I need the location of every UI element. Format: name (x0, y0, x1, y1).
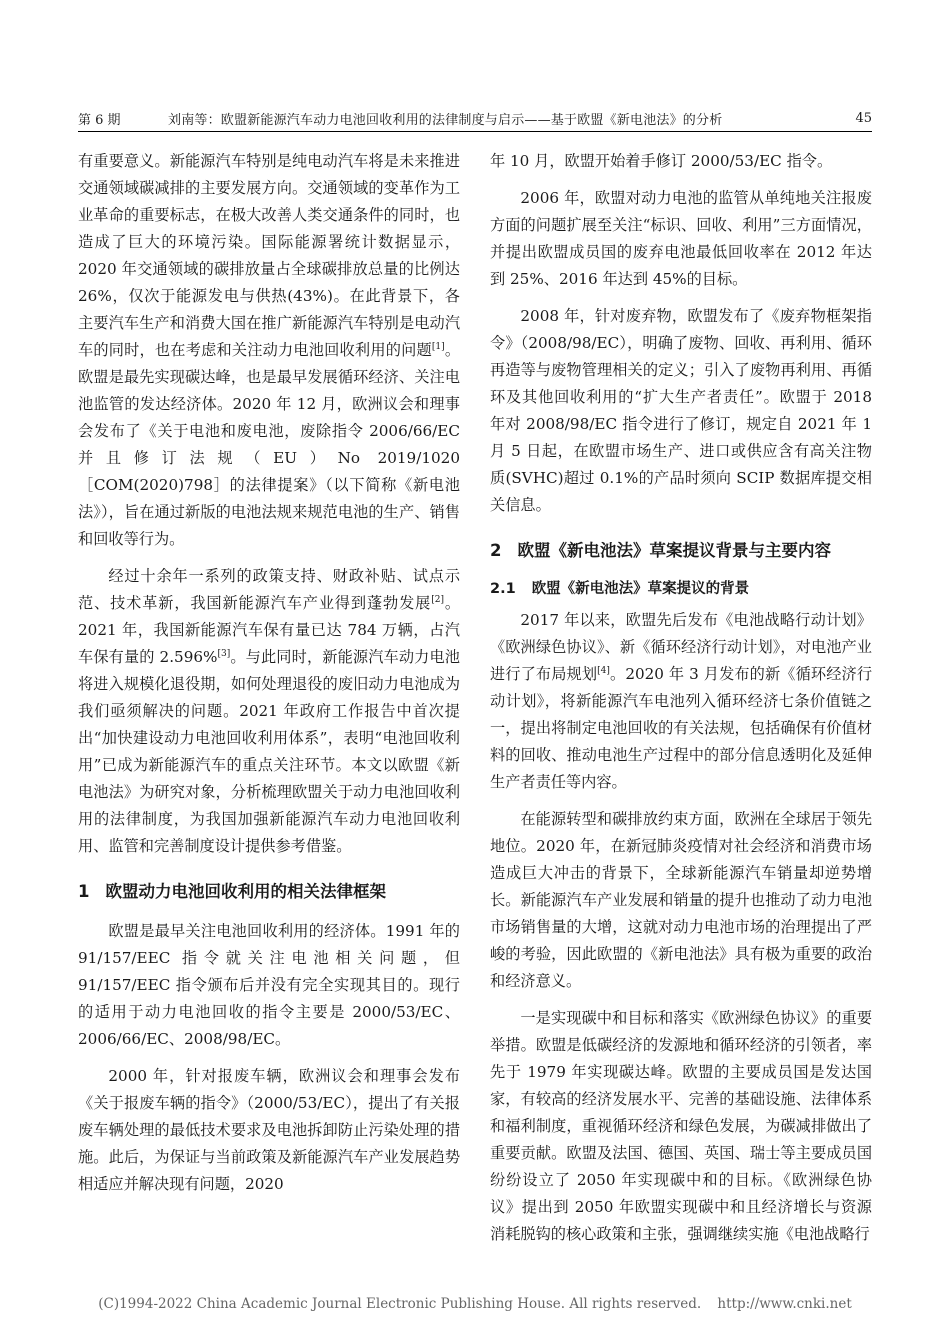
issue-number: 第 6 期 (78, 112, 121, 128)
citation-ref[interactable]: [1] (431, 341, 445, 352)
page-number: 45 (855, 110, 872, 126)
paragraph-text: 2017 年以来，欧盟先后发布《电池战略行动计划》《欧洲绿色协议》、新《循环经济行动计划》，对电池产业进行了布局规划 (490, 611, 872, 683)
running-header (78, 108, 872, 128)
paragraph: 欧盟是最早关注电池回收利用的经济体。1991 年的 91/157/EEC 指令就关注电池相关问题，但 91/157/EEC 指令颁布后并没有完全实现其目的。现行的适用于动力电池回收的指令主要是 2000/53/EC、2006/66/EC、2008/98/EC。 (78, 922, 460, 1048)
subsection-heading-2-1 (490, 577, 872, 601)
section-title: 欧盟《新电池法》草案提议背景与主要内容 (517, 541, 831, 560)
section-number: 2 (490, 541, 502, 560)
section-heading-2 (490, 539, 872, 563)
paragraph-text: 。2021 年，我国新能源汽车保有量已达 784 万辆，占汽车保有量的 2.596% (78, 594, 461, 666)
citation-ref[interactable]: [3] (217, 648, 231, 659)
paragraph: 一是实现碳中和目标和落实《欧洲绿色协议》的重要举措。欧盟是低碳经济的发源地和循环经济的引领者，率先于 1979 年实现碳达峰。欧盟的主要成员国是发达国家，有较高的经济发展水平、完善的基础设施、法律体系和福利制度，重视循环经济和绿色发展，为碳减排做出了重要贡献。欧盟及法国、德国、英国、瑞士等主要成员国纷纷设立了 2050 年实现碳中和的目标。《欧洲绿色协议》提出到 2050 年欧盟实现碳中和且经济增长与资源消耗脱钩的核心政策和主张，强调继续实施《电池战略行 (490, 1009, 872, 1243)
subsection-title: 欧盟《新电池法》草案提议的背景 (531, 581, 750, 597)
paragraph-text: 。与此同时，新能源汽车动力电池将进入规模化退役期，如何处理退役的废旧动力电池成为我们亟须解决的问题。2021 年政府工作报告中首次提出“加快建设动力电池回收利用体系”，表明“电池回收利用”已成为新能源汽车的重点关注环节。本文以欧盟《新电池法》为研究对象，分析梳理欧盟关于动力电池回收利用的法律制度，为我国加强新能源汽车动力电池回收利用、监管和完善制度设计提供参考借鉴。 (78, 648, 460, 855)
section-heading-1 (78, 880, 460, 904)
copyright-text: (C)1994-2022 China Academic Journal Electronic Publishing House. All rights reserved. (98, 1296, 702, 1312)
paragraph (78, 148, 460, 553)
paragraph-text: 有重要意义。新能源汽车特别是纯电动汽车将是未来推进交通领域碳减排的主要发展方向。交通领域的变革作为工业革命的重要标志，在极大改善人类交通条件的同时，也造成了巨大的环境污染。国际能源署统计数据显示，2020 年交通领域的碳排放量占全球碳排放总量的比例达 26%，仅次于能源发电与供热(43%)。在此背景下，各主要汽车生产和消费大国在推广新能源汽车特别是电动汽车的同时，也在考虑和关注动力电池回收利用的问题 (78, 152, 460, 359)
paragraph (490, 607, 872, 796)
paragraph: 2008 年，针对废弃物，欧盟发布了《废弃物框架指令》（2008/98/EC），明确了废物、回收、再利用、循环再造等与废物管理相关的定义；引入了废物再利用、再循环及其他回收利用的“扩大生产者责任”。欧盟于 2018 年对 2008/98/EC 指令进行了修订，规定自 2021 年 1 月 5 日起，在欧盟市场生产、进口或供应含有高关注物质(SVHC)超过 0.1%的产品时须向 SCIP 数据库提交相关信息。 (490, 307, 872, 514)
paragraph: 2006 年，欧盟对动力电池的监管从单纯地关注报废方面的问题扩展至关注“标识、回收、利用”三方面情况，并提出欧盟成员国的废弃电池最低回收率在 2012 年达到 25%、2016 年达到 45%的目标。 (490, 189, 872, 288)
section-number: 1 (78, 882, 90, 901)
paragraph: 年 10 月，欧盟开始着手修订 2000/53/EC 指令。 (490, 152, 833, 170)
running-title: 刘南等：欧盟新能源汽车动力电池回收利用的法律制度与启示——基于欧盟《新电池法》的分析 (168, 112, 723, 128)
paragraph-text: 。2020 年 3 月发布的新《循环经济行动计划》，将新能源汽车电池列入循环经济七条价值链之一，提出将制定电池回收的有关法规，包括确保有价值材料的回收、推动电池生产过程中的部分信息透明化及延伸生产者责任等内容。 (490, 665, 873, 791)
header-rule (78, 131, 872, 132)
copyright-footer (0, 1296, 950, 1312)
paragraph-text: 经过十余年一系列的政策支持、财政补贴、试点示范、技术革新，我国新能源汽车产业得到蓬勃发展 (78, 567, 460, 612)
citation-ref[interactable]: [2] (431, 594, 444, 605)
paragraph: 2000 年，针对报废车辆，欧洲议会和理事会发布《关于报废车辆的指令》（2000/53/EC），提出了有关报废车辆处理的最低技术要求及电池拆卸防止污染处理的措施。此后，为保证与当前政策及新能源汽车产业发展趋势相适应并解决现有问题，2020 (78, 1067, 460, 1193)
paragraph (78, 563, 460, 860)
paragraph: 在能源转型和碳排放约束方面，欧洲在全球居于领先地位。2020 年，在新冠肺炎疫情对社会经济和消费市场造成巨大冲击的背景下，全球新能源汽车销量却逆势增长。新能源汽车产业发展和销量的提升也推动了动力电池市场销售量的大增，这就对动力电池市场的治理提出了严峻的考验，因此欧盟的《新电池法》具有极为重要的政治和经济意义。 (490, 810, 872, 990)
paragraph-text: 。欧盟是最先实现碳达峰，也是最早发展循环经济、关注电池监管的发达经济体。2020 年 12 月，欧洲议会和理事会发布了《关于电池和废电池，废除指令 2006/66/EC 并且修订法规（EU）No 2019/1020［COM(2020)798］的法律提案》（以下简称《新电池法》），旨在通过新版的电池法规来规范电池的生产、销售和回收等行为。 (78, 341, 461, 548)
citation-ref[interactable]: [4] (597, 665, 610, 676)
right-column (490, 148, 872, 1258)
left-column (78, 148, 460, 1208)
section-title: 欧盟动力电池回收利用的相关法律框架 (105, 882, 386, 901)
subsection-number: 2.1 (490, 581, 516, 597)
footer-url-link[interactable]: http://www.cnki.net (717, 1296, 852, 1312)
